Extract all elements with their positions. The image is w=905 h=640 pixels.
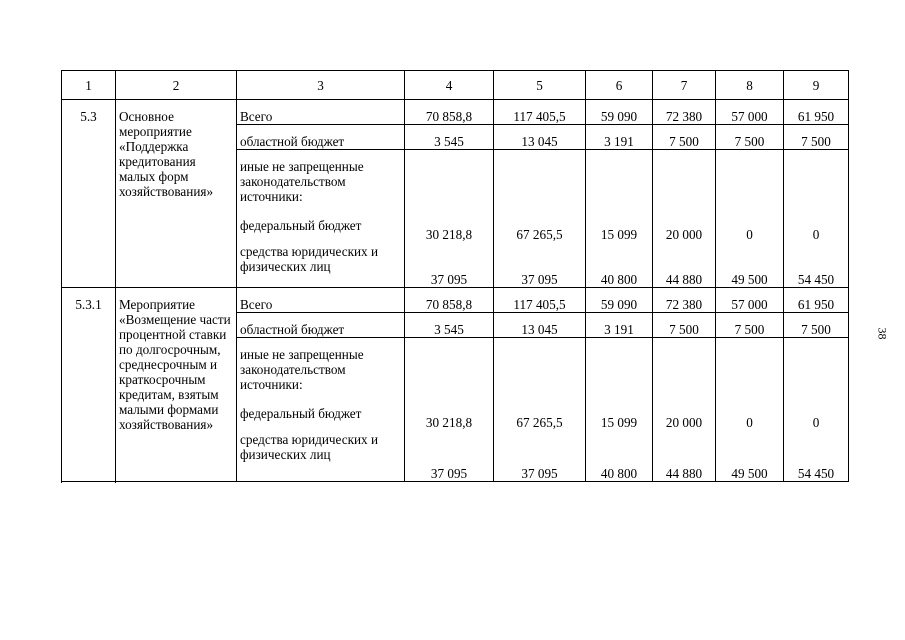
value-cell: 67 265,5 — [516, 415, 563, 430]
source-label: средства юридических и физических лиц — [240, 244, 379, 274]
header-cell: 6 — [586, 71, 653, 100]
value-cell: 72 380 — [653, 288, 716, 313]
value-stack-cell — [716, 150, 784, 288]
source-label: областной бюджет — [237, 313, 405, 338]
value-cell: 49 500 — [731, 466, 768, 481]
value-cell: 3 191 — [586, 125, 653, 150]
value-cell: 3 545 — [405, 313, 494, 338]
value-cell: 117 405,5 — [494, 100, 586, 125]
header-cell: 5 — [494, 71, 586, 100]
value-cell: 15 099 — [600, 227, 638, 242]
value-cell: 59 090 — [586, 288, 653, 313]
table-header-row — [62, 71, 849, 100]
source-label: Всего — [237, 100, 405, 125]
header-cell: 8 — [716, 71, 784, 100]
value-cell: 7 500 — [784, 313, 849, 338]
value-cell: 0 — [746, 415, 753, 430]
value-stack-cell — [494, 338, 586, 482]
value-cell: 117 405,5 — [494, 288, 586, 313]
row-code-cell: 5.3 — [62, 100, 116, 288]
page-number: 38 — [875, 327, 890, 340]
value-cell: 37 095 — [430, 466, 468, 481]
value-stack-cell — [716, 338, 784, 482]
row-name-cell: Мероприятие «Возмещение части процентной ставки по долгосрочным, среднесрочным и краткосрочным кредитам, взятым малыми формами хозяйствования» — [116, 288, 237, 482]
value-cell: 30 218,8 — [425, 415, 473, 430]
value-cell: 7 500 — [716, 125, 784, 150]
source-stack-cell — [237, 338, 405, 482]
value-stack-cell — [405, 150, 494, 288]
source-label: иные не запрещенные законодательством источники: — [240, 159, 364, 204]
value-cell: 3 545 — [405, 125, 494, 150]
value-stack-cell — [405, 338, 494, 482]
value-cell: 57 000 — [716, 100, 784, 125]
value-cell: 70 858,8 — [405, 100, 494, 125]
value-cell: 20 000 — [665, 415, 703, 430]
header-cell: 3 — [237, 71, 405, 100]
value-cell: 54 450 — [797, 466, 835, 481]
value-cell: 54 450 — [797, 272, 835, 287]
value-cell: 37 095 — [430, 272, 468, 287]
value-cell: 49 500 — [731, 272, 768, 287]
value-cell: 37 095 — [521, 272, 558, 287]
source-label: Всего — [237, 288, 405, 313]
value-stack-cell — [653, 338, 716, 482]
value-stack-cell — [586, 150, 653, 288]
value-cell: 44 880 — [665, 466, 703, 481]
source-label: средства юридических и физических лиц — [240, 432, 379, 462]
value-cell: 44 880 — [665, 272, 703, 287]
value-cell: 61 950 — [784, 288, 849, 313]
value-stack-cell — [494, 150, 586, 288]
value-cell: 0 — [812, 415, 820, 430]
value-stack-cell — [784, 338, 849, 482]
source-label: федеральный бюджет — [240, 406, 362, 421]
header-cell: 9 — [784, 71, 849, 100]
value-cell: 67 265,5 — [516, 227, 563, 242]
value-cell: 72 380 — [653, 100, 716, 125]
value-cell: 0 — [812, 227, 820, 242]
budget-table — [61, 70, 849, 482]
value-cell: 3 191 — [586, 313, 653, 338]
value-stack-cell — [784, 150, 849, 288]
source-label: федеральный бюджет — [240, 218, 362, 233]
value-cell: 57 000 — [716, 288, 784, 313]
value-cell: 0 — [746, 227, 753, 242]
value-cell: 7 500 — [716, 313, 784, 338]
value-cell: 61 950 — [784, 100, 849, 125]
source-stack-cell — [237, 150, 405, 288]
value-cell: 13 045 — [494, 125, 586, 150]
value-cell: 30 218,8 — [425, 227, 473, 242]
value-stack-cell — [586, 338, 653, 482]
value-cell: 7 500 — [653, 125, 716, 150]
header-cell: 1 — [62, 71, 116, 100]
value-stack-cell — [653, 150, 716, 288]
value-cell: 20 000 — [665, 227, 703, 242]
value-cell: 13 045 — [494, 313, 586, 338]
value-cell: 7 500 — [784, 125, 849, 150]
value-cell: 40 800 — [600, 272, 638, 287]
value-cell: 37 095 — [521, 466, 558, 481]
row-name-cell: Основное мероприятие «Поддержка кредитования малых форм хозяйствования» — [116, 100, 237, 288]
value-cell: 15 099 — [600, 415, 638, 430]
table-row — [62, 288, 849, 313]
header-cell: 7 — [653, 71, 716, 100]
value-cell: 40 800 — [600, 466, 638, 481]
header-cell: 4 — [405, 71, 494, 100]
source-label: иные не запрещенные законодательством источники: — [240, 347, 364, 392]
header-cell: 2 — [116, 71, 237, 100]
row-code-cell: 5.3.1 — [62, 288, 116, 482]
source-label: областной бюджет — [237, 125, 405, 150]
value-cell: 7 500 — [653, 313, 716, 338]
table-row — [62, 100, 849, 125]
value-cell: 59 090 — [586, 100, 653, 125]
value-cell: 70 858,8 — [405, 288, 494, 313]
